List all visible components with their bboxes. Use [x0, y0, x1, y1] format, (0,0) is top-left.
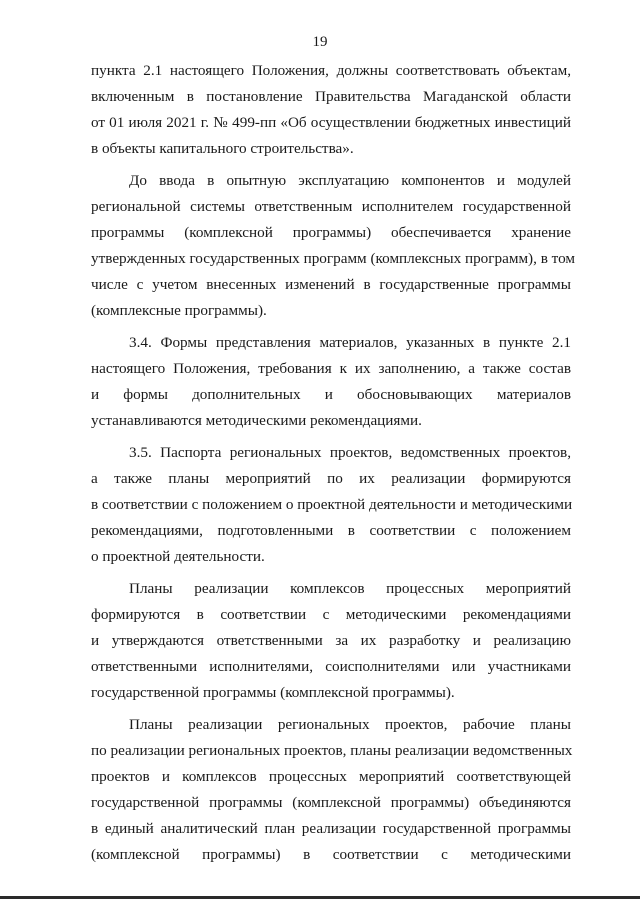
text-line: проектов и комплексов процессных мероприятий соответствующей	[91, 768, 571, 785]
page-bottom-edge	[0, 896, 640, 899]
text-line: государственной программы (комплексной программы).	[91, 684, 455, 701]
text-line: Планы реализации комплексов процессных мероприятий	[129, 580, 571, 597]
document-body	[91, 58, 576, 868]
page-number: 19	[312, 34, 328, 50]
text-line: включенным в постановление Правительства Магаданской области	[91, 88, 571, 105]
paragraph-analytical-plan	[91, 712, 571, 868]
text-line: утвержденных государственных программ (комплексных программ), в том	[91, 250, 576, 267]
paragraph-3-5	[91, 440, 571, 570]
text-line: государственной программы (комплексной программы) объединяются	[91, 794, 571, 811]
text-line: региональной системы ответственным исполнителем государственной	[91, 198, 571, 215]
text-line: рекомендациями, подготовленными в соответствии с положением	[91, 522, 571, 539]
text-line: устанавливаются методическими рекомендациями.	[91, 412, 422, 429]
text-line: в объекты капитального строительства».	[91, 140, 354, 157]
text-line: и формы дополнительных и обосновывающих материалов	[91, 386, 571, 403]
text-line: пункта 2.1 настоящего Положения, должны соответствовать объектам,	[91, 62, 571, 79]
text-line: (комплексной программы) в соответствии с методическими	[91, 846, 571, 863]
text-line: программы (комплексной программы) обеспечивается хранение	[91, 224, 571, 241]
text-line: числе с учетом внесенных изменений в государственные программы	[91, 276, 571, 293]
text-line: а также планы мероприятий по их реализации формируются	[91, 470, 571, 487]
text-line: в соответствии с положением о проектной деятельности и методическими	[91, 496, 573, 513]
paragraph-storage	[91, 168, 576, 324]
paragraph-process-plans	[91, 576, 571, 706]
text-line: в единый аналитический план реализации государственной программы	[91, 820, 571, 837]
text-line: и утверждаются ответственными за их разработку и реализацию	[91, 632, 571, 649]
paragraph-3-4	[91, 330, 571, 434]
text-line: Планы реализации региональных проектов, рабочие планы	[129, 716, 571, 733]
text-line: 3.5. Паспорта региональных проектов, ведомственных проектов,	[129, 444, 571, 461]
text-line: от 01 июля 2021 г. № 499-пп «Об осуществлении бюджетных инвестиций	[91, 114, 571, 131]
text-line: настоящего Положения, требования к их заполнению, а также состав	[91, 360, 571, 377]
text-line: (комплексные программы).	[91, 302, 267, 319]
text-line: формируются в соответствии с методическими рекомендациями	[91, 606, 571, 623]
text-line: о проектной деятельности.	[91, 548, 265, 565]
text-line: До ввода в опытную эксплуатацию компонентов и модулей	[129, 172, 571, 189]
text-line: 3.4. Формы представления материалов, указанных в пункте 2.1	[129, 334, 571, 351]
paragraph-continuation	[91, 58, 571, 162]
text-line: ответственными исполнителями, соисполнителями или участниками	[91, 658, 571, 675]
text-line: по реализации региональных проектов, планы реализации ведомственных	[91, 742, 573, 759]
